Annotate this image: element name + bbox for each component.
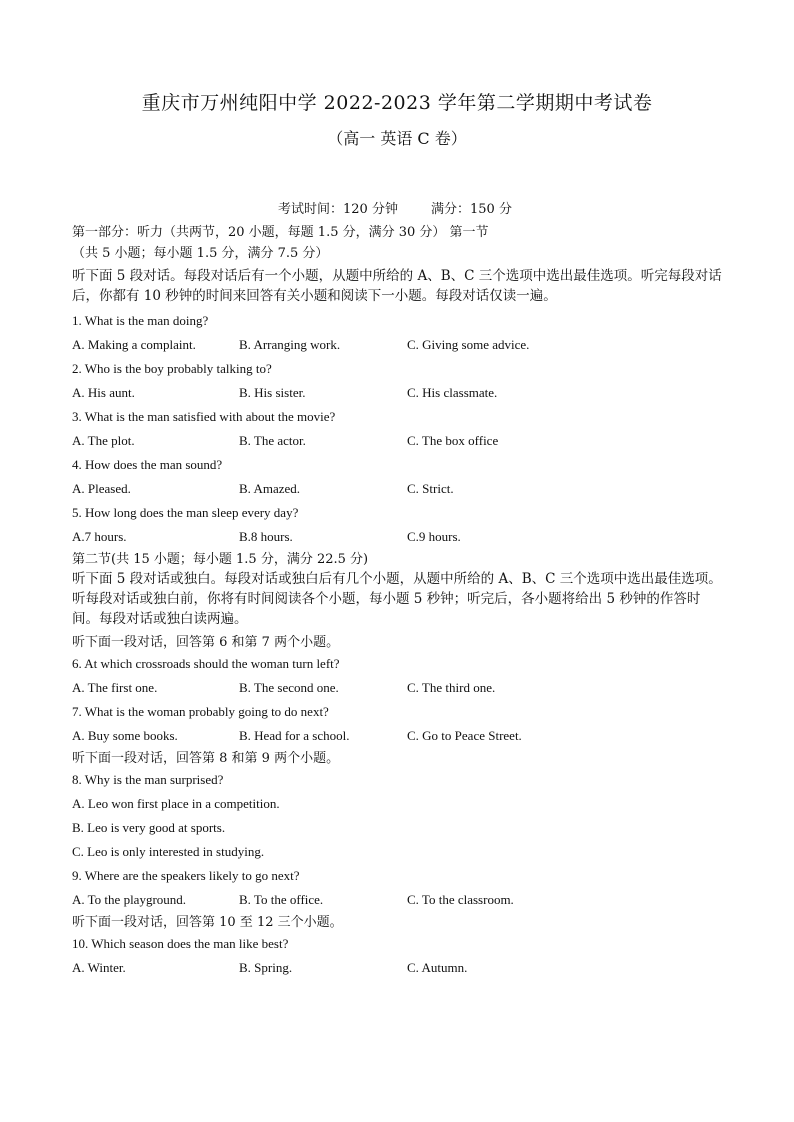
- question-2: 2. Who is the boy probably talking to?: [72, 361, 272, 376]
- q4-option-a: A. Pleased.: [72, 481, 131, 496]
- q10-option-a: A. Winter.: [72, 960, 126, 975]
- q1-option-c: C. Giving some advice.: [407, 337, 530, 352]
- q7-option-a: A. Buy some books.: [72, 728, 178, 743]
- q7-option-c: C. Go to Peace Street.: [407, 728, 522, 743]
- q7-option-b: B. Head for a school.: [239, 728, 350, 743]
- q9-option-c: C. To the classroom.: [407, 892, 514, 907]
- q8-option-b: B. Leo is very good at sports.: [72, 820, 226, 835]
- question-3: 3. What is the man satisfied with about the movie?: [72, 409, 336, 424]
- q4-option-c: C. Strict.: [407, 481, 454, 496]
- question-10: 10. Which season does the man like best?: [72, 936, 289, 951]
- question-9: 9. Where are the speakers likely to go next?: [72, 868, 300, 883]
- q2-option-b: B. His sister.: [239, 385, 306, 400]
- dialogue-8-9-note: 听下面一段对话，回答第 8 和第 9 两个小题。: [72, 751, 340, 766]
- q10-option-b: B. Spring.: [239, 960, 293, 975]
- section1-score-note: （共 5 小题；每小题 1.5 分，满分 7.5 分）: [72, 246, 329, 261]
- question-5: 5. How long does the man sleep every day?: [72, 505, 299, 520]
- q2-option-a: A. His aunt.: [72, 385, 135, 400]
- q9-option-a: A. To the playground.: [72, 892, 187, 907]
- q8-option-a: A. Leo won first place in a competition.: [72, 796, 280, 811]
- q1-option-a: A. Making a complaint.: [72, 337, 196, 352]
- question-6: 6. At which crossroads should the woman turn left?: [72, 656, 340, 671]
- q3-option-c: C. The box office: [407, 433, 499, 448]
- q6-option-b: B. The second one.: [239, 680, 339, 695]
- q3-option-b: B. The actor.: [239, 433, 306, 448]
- q2-option-c: C. His classmate.: [407, 385, 498, 400]
- question-7: 7. What is the woman probably going to do next?: [72, 704, 329, 719]
- q5-option-a: A.7 hours.: [72, 529, 127, 544]
- exam-title: 重庆市万州纯阳中学 2022-2023 学年第二学期期中考试卷: [141, 92, 653, 114]
- q5-option-b: B.8 hours.: [239, 529, 293, 544]
- q6-option-c: C. The third one.: [407, 680, 496, 695]
- q3-option-a: A. The plot.: [72, 433, 135, 448]
- section2-heading: 第二节(共 15 小题；每小题 1.5 分，满分 22.5 分): [72, 552, 369, 567]
- q4-option-b: B. Amazed.: [239, 481, 301, 496]
- exam-subtitle: （高一 英语 C 卷）: [327, 129, 467, 148]
- section1-instructions: 听下面 5 段对话。每段对话后有一个小题，从题中所给的 A、B、C 三个选项中选出最佳选项。听完每段对话后，你都有 10 秒钟的时间来回答有关小题和阅读下一小题。每段对话仅读一遍。: [72, 268, 722, 304]
- dialogue-10-12-note: 听下面一段对话，回答第 10 至 12 三个小题。: [72, 915, 343, 930]
- question-8: 8. Why is the man surprised?: [72, 772, 224, 787]
- q10-option-c: C. Autumn.: [407, 960, 468, 975]
- q5-option-c: C.9 hours.: [407, 529, 461, 544]
- q8-option-c: C. Leo is only interested in studying.: [72, 844, 265, 859]
- q1-option-b: B. Arranging work.: [239, 337, 341, 352]
- part1-heading: 第一部分：听力（共两节，20 小题，每题 1.5 分，满分 30 分） 第一节: [72, 225, 489, 240]
- q9-option-b: B. To the office.: [239, 892, 324, 907]
- exam-time-score: 考试时间：120 分钟 满分：150 分: [278, 202, 512, 217]
- question-1: 1. What is the man doing?: [72, 313, 209, 328]
- question-4: 4. How does the man sound?: [72, 457, 223, 472]
- dialogue-6-7-note: 听下面一段对话，回答第 6 和第 7 两个小题。: [72, 635, 340, 650]
- q6-option-a: A. The first one.: [72, 680, 158, 695]
- section2-instructions: 听下面 5 段对话或独白。每段对话或独白后有几个小题，从题中所给的 A、B、C 三个选项中选出最佳选项。听每段对话或独白前，你将有时间阅读各个小题，每小题 5 秒钟；听完后，各小题将给出 5 秒钟的作答时间。每段对话或独白读两遍。: [72, 571, 722, 627]
